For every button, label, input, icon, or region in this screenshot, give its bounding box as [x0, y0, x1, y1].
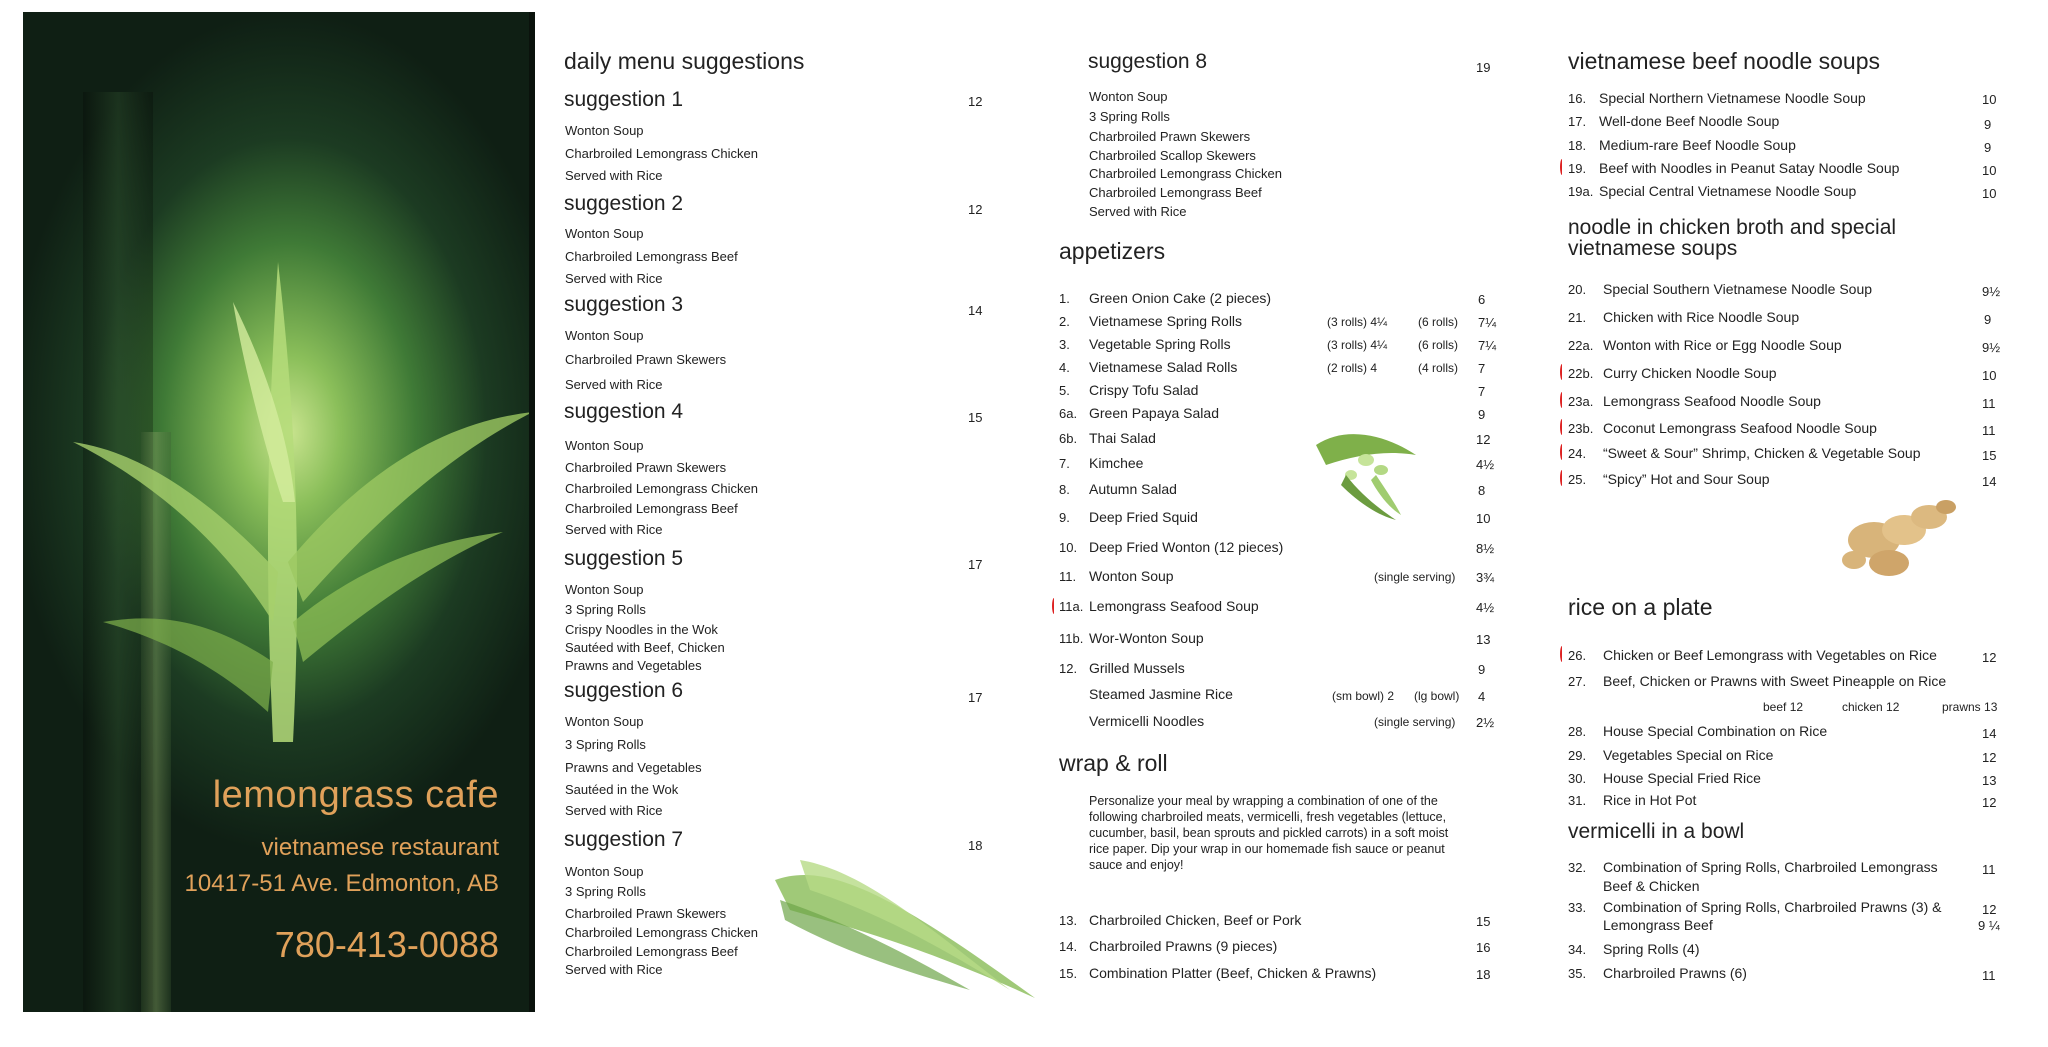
item-number: 28. [1568, 724, 1587, 739]
restaurant-name: lemongrass cafe [212, 774, 499, 816]
handwritten-mark [1560, 646, 1564, 662]
item-price: 10 [1982, 368, 1997, 383]
item-number: 34. [1568, 942, 1587, 957]
item-number: 19. [1568, 161, 1587, 176]
menu-cover [23, 12, 535, 1012]
chicken-soups-heading-line2: vietnamese soups [1568, 237, 1738, 260]
item-number: 6b. [1059, 431, 1078, 446]
portion-option: (lg bowl) [1414, 689, 1460, 703]
suggestion-line: Wonton Soup [565, 582, 644, 597]
handwritten-mark [1560, 444, 1564, 460]
item-number: 11. [1059, 569, 1077, 584]
item-number: 1. [1059, 291, 1070, 306]
item-price: 4½ [1476, 457, 1495, 472]
item-price: 9 [1478, 407, 1486, 422]
suggestion-line: 3 Spring Rolls [565, 602, 646, 617]
suggestion-line: Charbroiled Prawn Skewers [565, 460, 727, 475]
restaurant-phone: 780-413-0088 [274, 924, 499, 965]
portion-option: (3 rolls) 4¼ [1327, 338, 1388, 352]
item-number: 23a. [1568, 394, 1594, 409]
rice-item: Chicken or Beef Lemongrass with Vegetables on Rice [1603, 647, 1937, 663]
suggestion-line: Served with Rice [565, 168, 663, 183]
appetizers-heading: appetizers [1059, 238, 1166, 264]
item-price: 11 [1982, 423, 1996, 438]
appetizer-item: Deep Fried Squid [1089, 509, 1198, 525]
vermicelli-item: Spring Rolls (4) [1603, 941, 1700, 957]
item-price: 4½ [1476, 600, 1495, 615]
soup-item: Medium-rare Beef Noodle Soup [1599, 137, 1796, 153]
item-price: 12 [1476, 432, 1491, 447]
suggestion-line: Charbroiled Prawn Skewers [565, 352, 727, 367]
handwritten-mark [1560, 470, 1564, 486]
item-price: 11 [1982, 862, 1996, 877]
item-number: 11b. [1059, 631, 1084, 646]
item-price: 16 [1476, 940, 1491, 955]
item-number: 14. [1059, 939, 1078, 954]
suggestion-6-price: 17 [968, 690, 983, 705]
suggestion-5-price: 17 [968, 557, 983, 572]
item-price: 9 [1478, 662, 1486, 677]
rice-item: House Special Fried Rice [1603, 770, 1761, 786]
soup-item: “Sweet & Sour” Shrimp, Chicken & Vegetable Soup [1603, 445, 1921, 461]
item-number: 24. [1568, 446, 1587, 461]
item-price: 9½ [1982, 284, 2001, 299]
soup-item: Curry Chicken Noodle Soup [1603, 365, 1777, 381]
item-price: 15 [1476, 914, 1491, 929]
item-number: 13. [1059, 913, 1078, 928]
appetizer-item: Kimchee [1089, 455, 1144, 471]
item-price: 10 [1476, 511, 1491, 526]
portion-option-beef: beef 12 [1763, 700, 1804, 714]
suggestion-line: Charbroiled Lemongrass Beef [1089, 185, 1262, 200]
item-price: 9 [1984, 117, 1992, 132]
item-price: 9 [1984, 140, 1992, 155]
item-number: 27. [1568, 674, 1587, 689]
suggestion-line: Wonton Soup [565, 714, 644, 729]
item-number: 15. [1059, 966, 1078, 981]
item-number: 25. [1568, 472, 1587, 487]
item-number: 22b. [1568, 366, 1594, 381]
lemongrass-plant-illustration [63, 242, 533, 762]
vermicelli-item-line2: Lemongrass Beef [1603, 917, 1713, 933]
item-price: 11 [1982, 968, 1996, 983]
soup-item: Special Central Vietnamese Noodle Soup [1599, 183, 1857, 199]
item-price: 14 [1982, 474, 1997, 489]
item-number: 21. [1568, 310, 1587, 325]
suggestion-1-name: suggestion 1 [564, 88, 684, 111]
portion-option: (4 rolls) [1418, 361, 1459, 375]
handwritten-mark [1560, 159, 1564, 175]
daily-suggestions-heading: daily menu suggestions [564, 48, 805, 74]
portion-option-prawns: prawns 13 [1942, 700, 1998, 714]
handwritten-mark [1560, 419, 1564, 435]
vermicelli-item: Charbroiled Prawns (6) [1603, 965, 1747, 981]
appetizer-item: Wor-Wonton Soup [1089, 630, 1204, 646]
portion-option: (single serving) [1374, 715, 1456, 729]
suggestion-line: Charbroiled Lemongrass Beef [565, 501, 738, 516]
item-number: 12. [1059, 661, 1078, 676]
suggestion-3-name: suggestion 3 [564, 293, 684, 316]
item-price: 7¼ [1478, 338, 1497, 353]
suggestion-line: Served with Rice [565, 522, 663, 537]
suggestion-line: 3 Spring Rolls [565, 737, 646, 752]
item-price: 7¼ [1478, 315, 1497, 330]
wrap-item: Combination Platter (Beef, Chicken & Prawns) [1089, 965, 1377, 981]
fold-edge [529, 12, 535, 1012]
vermicelli-item: Combination of Spring Rolls, Charbroiled Lemongrass [1603, 859, 1938, 875]
suggestion-line: Wonton Soup [565, 864, 644, 879]
suggestion-7-name: suggestion 7 [564, 828, 684, 851]
item-number: 6a. [1059, 406, 1078, 421]
suggestion-line: Served with Rice [565, 962, 663, 977]
soup-item: Well-done Beef Noodle Soup [1599, 113, 1780, 129]
restaurant-address: 10417-51 Ave. Edmonton, AB [184, 870, 499, 897]
rice-plate-heading: rice on a plate [1568, 594, 1713, 620]
item-price: 15 [1982, 448, 1997, 463]
wrap-roll-description: Personalize your meal by wrapping a combination of one of the following charbroiled meats, vermicelli, fresh vegetables (lettuce, cucumber, basil, bean sprouts and pickled carrots) in a soft moist rice paper. Dip your wrap in our homemade fish sauce or peanut sauce and enjoy! [1089, 794, 1449, 872]
suggestion-line: 3 Spring Rolls [565, 884, 646, 899]
item-number: 7. [1059, 456, 1070, 471]
wrap-item: Charbroiled Chicken, Beef or Pork [1089, 912, 1302, 928]
item-number: 5. [1059, 383, 1070, 398]
item-number: 30. [1568, 771, 1587, 786]
suggestion-3-price: 14 [968, 303, 983, 318]
lemongrass-leaf-illustration [770, 840, 1040, 1000]
item-number: 10. [1059, 540, 1078, 555]
item-price: 10 [1982, 92, 1997, 107]
item-number: 8. [1059, 482, 1070, 497]
suggestion-line: Prawns and Vegetables [565, 760, 702, 775]
suggestion-line: Served with Rice [1089, 204, 1187, 219]
item-price: 11 [1982, 396, 1996, 411]
suggestion-line: Charbroiled Lemongrass Chicken [565, 146, 758, 161]
appetizer-item: Steamed Jasmine Rice [1089, 686, 1233, 702]
item-number: 33. [1568, 900, 1587, 915]
suggestion-line: Charbroiled Lemongrass Chicken [565, 481, 758, 496]
green-onion-illustration [1306, 415, 1421, 525]
item-number: 3. [1059, 337, 1070, 352]
vermicelli-item: Combination of Spring Rolls, Charbroiled Prawns (3) & [1603, 899, 1942, 915]
item-price: 7 [1478, 361, 1486, 376]
appetizer-item: Thai Salad [1089, 430, 1156, 446]
item-price: 10 [1982, 186, 1997, 201]
soup-item: Beef with Noodles in Peanut Satay Noodle Soup [1599, 160, 1900, 176]
suggestion-line: Wonton Soup [565, 328, 644, 343]
appetizer-item: Green Papaya Salad [1089, 405, 1219, 421]
item-price: 18 [1476, 967, 1491, 982]
item-price: 12 [1982, 902, 1997, 917]
item-number: 29. [1568, 748, 1587, 763]
rice-item: Vegetables Special on Rice [1603, 747, 1774, 763]
suggestion-7-price: 18 [968, 838, 983, 853]
vermicelli-heading: vermicelli in a bowl [1568, 820, 1745, 843]
suggestion-line: Crispy Noodles in the Wok [565, 622, 718, 637]
item-number: 32. [1568, 860, 1587, 875]
soup-item: Special Northern Vietnamese Noodle Soup [1599, 90, 1866, 106]
item-number: 9. [1059, 510, 1070, 525]
soup-item: Chicken with Rice Noodle Soup [1603, 309, 1800, 325]
item-price: 2½ [1476, 715, 1495, 730]
item-price: 9 [1984, 312, 1992, 327]
portion-option: (2 rolls) 4 [1327, 361, 1378, 375]
item-price: 4 [1478, 689, 1486, 704]
item-number: 4. [1059, 360, 1070, 375]
appetizer-item: Crispy Tofu Salad [1089, 382, 1199, 398]
suggestion-line: Prawns and Vegetables [565, 658, 702, 673]
item-number: 17. [1568, 114, 1587, 129]
item-price: 14 [1982, 726, 1997, 741]
vermicelli-item-line2: Beef & Chicken [1603, 878, 1700, 894]
item-number: 11a. [1059, 599, 1084, 614]
soup-item: Special Southern Vietnamese Noodle Soup [1603, 281, 1873, 297]
appetizer-item: Vermicelli Noodles [1089, 713, 1205, 729]
suggestion-8-price: 19 [1476, 60, 1491, 75]
appetizer-item: Vietnamese Salad Rolls [1089, 359, 1238, 375]
suggestion-line: Served with Rice [565, 803, 663, 818]
suggestion-line: 3 Spring Rolls [1089, 109, 1170, 124]
rice-item: Rice in Hot Pot [1603, 792, 1697, 808]
suggestion-line: Served with Rice [565, 377, 663, 392]
suggestion-2-name: suggestion 2 [564, 192, 684, 215]
suggestion-1-price: 12 [968, 94, 983, 109]
portion-option-chicken: chicken 12 [1842, 700, 1900, 714]
rice-item: House Special Combination on Rice [1603, 723, 1828, 739]
suggestion-line: Wonton Soup [1089, 89, 1168, 104]
soup-item: Coconut Lemongrass Seafood Noodle Soup [1603, 420, 1877, 436]
item-number: 19a. [1568, 184, 1594, 199]
soup-item: “Spicy” Hot and Sour Soup [1603, 471, 1770, 487]
beef-soups-heading: vietnamese beef noodle soups [1568, 48, 1880, 74]
appetizer-item: Wonton Soup [1089, 568, 1174, 584]
appetizer-item: Autumn Salad [1089, 481, 1177, 497]
appetizer-item: Lemongrass Seafood Soup [1089, 598, 1259, 614]
item-price: 3¾ [1476, 570, 1495, 585]
suggestion-line: Charbroiled Scallop Skewers [1089, 148, 1256, 163]
handwritten-mark [1052, 598, 1056, 614]
suggestion-4-name: suggestion 4 [564, 400, 684, 423]
item-number: 22a. [1568, 338, 1594, 353]
suggestion-line: Charbroiled Lemongrass Beef [565, 944, 738, 959]
portion-option: (3 rolls) 4¼ [1327, 315, 1388, 329]
suggestion-line: Charbroiled Prawn Skewers [565, 906, 727, 921]
wrap-roll-heading: wrap & roll [1059, 750, 1168, 776]
handwritten-mark [1560, 364, 1564, 380]
item-number: 18. [1568, 138, 1587, 153]
suggestion-6-name: suggestion 6 [564, 679, 684, 702]
portion-option: (sm bowl) 2 [1332, 689, 1395, 703]
suggestion-line: Wonton Soup [565, 226, 644, 241]
item-price: 8½ [1476, 541, 1495, 556]
item-price: 6 [1478, 292, 1486, 307]
suggestion-line: Charbroiled Lemongrass Beef [565, 249, 738, 264]
item-number: 16. [1568, 91, 1587, 106]
item-price: 12 [1982, 795, 1997, 810]
rice-item: Beef, Chicken or Prawns with Sweet Pineapple on Rice [1603, 673, 1947, 689]
ginger-root-illustration [1834, 495, 1964, 585]
appetizer-item: Green Onion Cake (2 pieces) [1089, 290, 1272, 306]
item-price: 13 [1982, 773, 1997, 788]
suggestion-line: Sautéed with Beef, Chicken [565, 640, 725, 655]
item-price: 8 [1478, 483, 1486, 498]
item-price: 12 [1982, 650, 1997, 665]
appetizer-item: Vegetable Spring Rolls [1089, 336, 1231, 352]
item-number: 26. [1568, 648, 1587, 663]
restaurant-type: vietnamese restaurant [261, 834, 499, 861]
item-number: 23b. [1568, 421, 1594, 436]
item-price: 9½ [1982, 340, 2001, 355]
appetizer-item: Deep Fried Wonton (12 pieces) [1089, 539, 1284, 555]
item-price: 12 [1982, 750, 1997, 765]
appetizer-item: Vietnamese Spring Rolls [1089, 313, 1243, 329]
soup-item: Lemongrass Seafood Noodle Soup [1603, 393, 1821, 409]
suggestion-line: Charbroiled Lemongrass Chicken [565, 925, 758, 940]
soup-item: Wonton with Rice or Egg Noodle Soup [1603, 337, 1842, 353]
item-price: 7 [1478, 384, 1486, 399]
portion-option: (6 rolls) [1418, 338, 1459, 352]
suggestion-5-name: suggestion 5 [564, 547, 684, 570]
item-number: 2. [1059, 314, 1070, 329]
item-number: 35. [1568, 966, 1587, 981]
suggestion-line: Sautéed in the Wok [565, 782, 679, 797]
appetizer-item: Grilled Mussels [1089, 660, 1185, 676]
suggestion-4-price: 15 [968, 410, 983, 425]
item-price: 13 [1476, 632, 1491, 647]
item-price: 10 [1982, 163, 1997, 178]
suggestion-8-name: suggestion 8 [1088, 50, 1208, 73]
suggestion-line: Charbroiled Lemongrass Chicken [1089, 166, 1282, 181]
suggestion-line: Wonton Soup [565, 438, 644, 453]
suggestion-line: Served with Rice [565, 271, 663, 286]
suggestion-2-price: 12 [968, 202, 983, 217]
suggestion-line: Wonton Soup [565, 123, 644, 138]
item-number: 20. [1568, 282, 1587, 297]
wrap-item: Charbroiled Prawns (9 pieces) [1089, 938, 1278, 954]
item-price-secondary: 9 ¼ [1978, 918, 2000, 933]
chicken-soups-heading: noodle in chicken broth and special [1568, 216, 1897, 239]
handwritten-mark [1560, 392, 1564, 408]
suggestion-line: Charbroiled Prawn Skewers [1089, 129, 1251, 144]
item-number: 31. [1568, 793, 1587, 808]
portion-option: (6 rolls) [1418, 315, 1459, 329]
portion-option: (single serving) [1374, 570, 1456, 584]
